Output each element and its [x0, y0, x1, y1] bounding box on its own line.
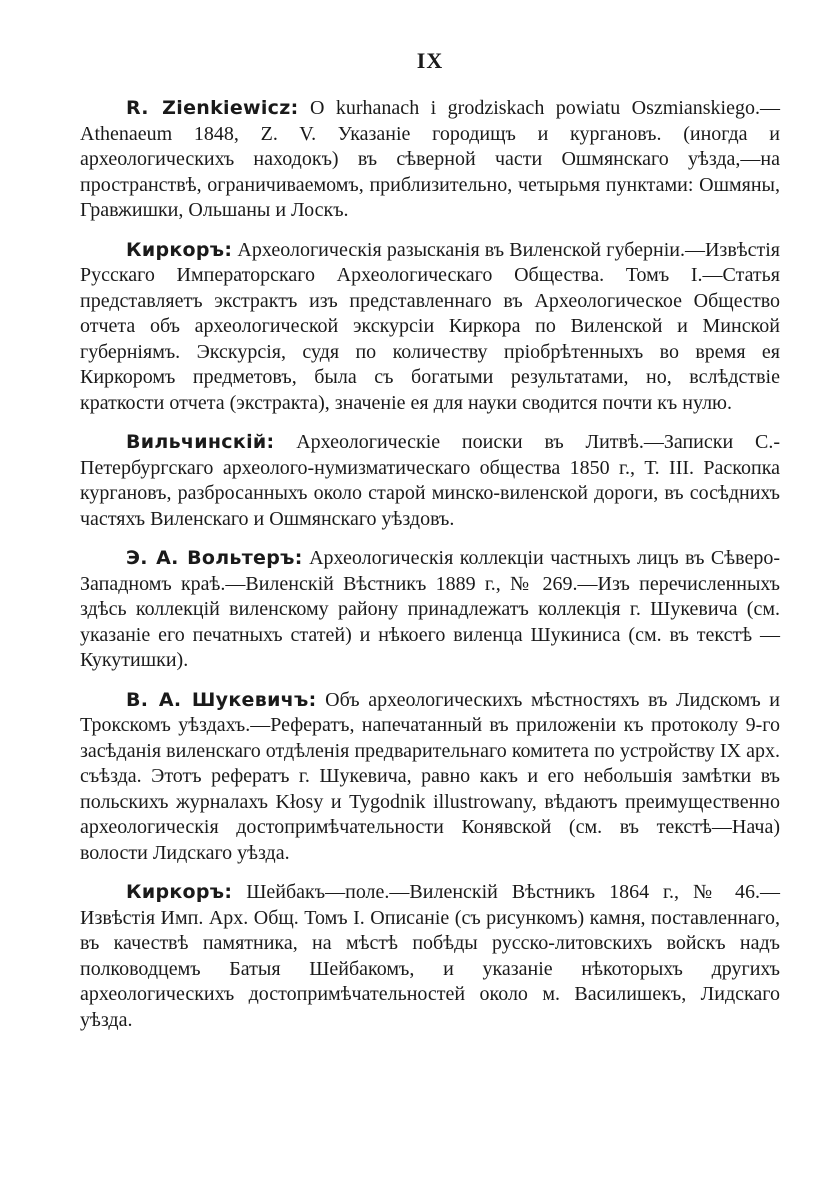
document-page	[80, 48, 780, 1047]
entry-text: Археологическія коллекціи частныхъ лицъ въ Сѣверо-Западномъ краѣ.—Виленскій Вѣстникъ 1889 г., № 269.—Изъ перечисленныхъ здѣсь коллекцій виленскому району принадлежатъ коллекція г. Шукевича (см. указаніе его печатныхъ статей) и нѣкоего виленца Шукиниса (см. въ текстѣ — Кукутишки).	[80, 547, 780, 671]
entry-text: Объ археологическихъ мѣстностяхъ въ Лидскомъ и Трокскомъ уѣздахъ.—Рефератъ, напечатанный въ приложеніи къ протоколу 9-го засѣданія виленскаго отдѣленія предварительнаго комитета по устройству IX арх. съѣзда. Этотъ рефератъ г. Шукевича, равно какъ и его небольшія замѣтки въ польскихъ журналахъ Kłosy и Tygodnik illustrowany, вѣдаютъ преимущественно археологическія достопримѣчательности Конявской (см. въ текстѣ—Нача) волости Лидскаго уѣзда.	[80, 688, 780, 864]
bibliography-entry	[80, 430, 780, 532]
entry-text: Археологическіе поиски въ Литвѣ.—Записки С.-Петербургскаго археолого-нумизматическаго общества 1850 г., Т. III. Раскопка кургановъ, разбросанныхъ около старой минско-виленской дороги, въ сосѣднихъ частяхъ Виленскаго и Ошмянскаго уѣздовъ.	[80, 431, 780, 530]
bibliography-entry	[80, 238, 780, 417]
entry-author: R. Zienkiewicz:	[126, 97, 299, 119]
bibliography-entry	[80, 96, 780, 224]
entry-author: Э. А. Вольтеръ:	[126, 547, 303, 569]
entry-text: Археологическія разысканія въ Виленской губерніи.—Извѣстія Русскаго Императорскаго Археологическаго Общества. Томъ I.—Статья представляетъ экстрактъ изъ представленнаго въ Археологическое Общество отчета объ археологической экскурсіи Киркора по Виленской и Минской губерніямъ. Экскурсія, судя по количеству пріобрѣтенныхъ во время ея Киркоромъ предметовъ, была съ богатыми результатами, но, вслѣдствіе краткости отчета (экстракта), значеніе ея для науки сводится почти къ нулю.	[80, 238, 780, 414]
entry-author: Вильчинскій:	[126, 431, 275, 453]
entry-author: В. А. Шукевичъ:	[126, 688, 317, 711]
bibliography-entry	[80, 880, 780, 1033]
bibliography-entry	[80, 546, 780, 674]
entry-text: Шейбакъ—поле.—Виленскій Вѣстникъ 1864 г., № 46.—Извѣстія Имп. Арх. Общ. Томъ I. Описаніе (съ рисункомъ) камня, поставленнаго, въ качествѣ памятника, на мѣстѣ побѣды русско-литовскихъ войскъ надъ полководцемъ Батыя Шейбакомъ, и указаніе нѣкоторыхъ другихъ археологическихъ достопримѣчательностей около м. Василишекъ, Лидскаго уѣзда.	[80, 881, 780, 1031]
entry-author: Киркоръ:	[126, 881, 233, 903]
entry-author: Киркоръ:	[126, 238, 233, 261]
entry-text: O kurhanach i grodziskach powiatu Oszmianskiego.—Athenaeum 1848, Z. V. Указаніе городищъ и кургановъ. (иногда и археологическихъ находокъ) въ сѣверной части Ошмянскаго уѣзда,—на пространствѣ, ограничиваемомъ, приблизительно, четырьмя пунктами: Ошмяны, Гравжишки, Ольшаны и Лоскъ.	[80, 97, 780, 221]
page-number: IX	[416, 48, 444, 73]
bibliography-entry	[80, 688, 780, 867]
